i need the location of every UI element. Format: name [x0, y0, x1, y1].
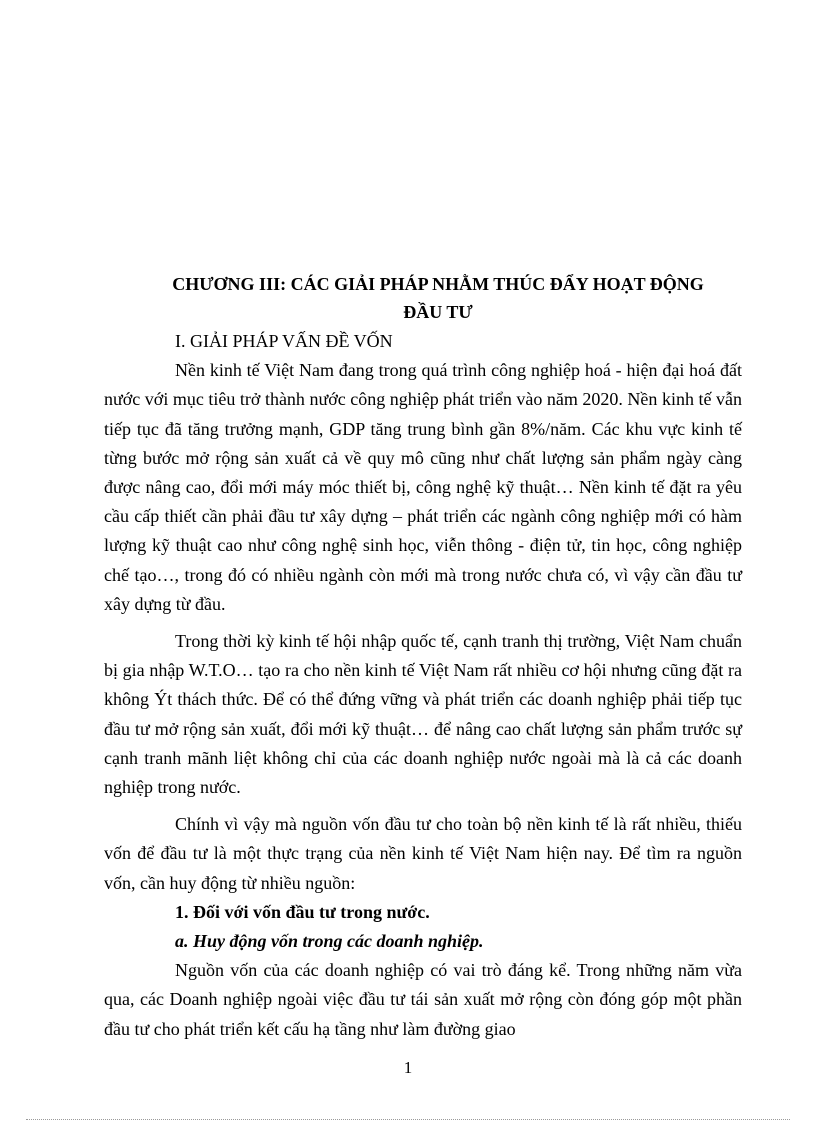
page-bottom-divider	[26, 1119, 790, 1120]
chapter-title-line-2: ĐẦU TƯ	[403, 302, 473, 322]
chapter-title	[100, 270, 776, 326]
chapter-title-line-1: CHƯƠNG III: CÁC GIẢI PHÁP NHẰM THÚC ĐẨY HOẠT ĐỘNG	[172, 274, 704, 294]
paragraph-1: Nền kinh tế Việt Nam đang trong quá trình công nghiệp hoá - hiện đại hoá đất nước với mục tiêu trở thành nước công nghiệp phát triển vào năm 2020. Nền kinh tế vẫn tiếp tục đã tăng trưởng mạnh, GDP tăng trung bình gần 8%/năm. Các khu vực kinh tế từng bước mở rộng sản xuất cả về quy mô cũng như chất lượng sản phẩm ngày càng được nâng cao, đổi mới máy móc thiết bị, công nghệ kỹ thuật… Nền kinh tế đặt ra yêu cầu cấp thiết cần phải đầu tư xây dựng – phát triển các ngành công nghiệp mới có hàm lượng kỹ thuật cao như công nghệ sinh học, viễn thông - điện tử, tin học, công nghiệp chế tạo…, trong đó có nhiều ngành còn mới mà trong nước chưa có, vì vậy cần đầu tư xây dựng từ đầu.	[104, 360, 742, 614]
paragraph-4: Nguồn vốn của các doanh nghiệp có vai trò đáng kể. Trong những năm vừa qua, các Doanh nghiệp ngoài việc đầu tư tái sản xuất mở rộng còn đóng góp một phần đầu tư cho phát triển kết cấu hạ tầng như làm đường giao	[104, 960, 742, 1039]
document-body	[104, 327, 742, 1044]
subsection-heading: 1. Đối với vốn đầu tư trong nước.	[175, 901, 430, 922]
subsubsection-heading: a. Huy động vốn trong các doanh nghiệp.	[175, 931, 484, 952]
paragraph-3: Chính vì vậy mà nguồn vốn đầu tư cho toàn bộ nền kinh tế là rất nhiều, thiếu vốn để đầu tư là một thực trạng của nền kinh tế Việt Nam hiện nay. Để tìm ra nguồn vốn, cần huy động từ nhiều nguồn:	[104, 814, 742, 893]
page-number: 1	[403, 1058, 413, 1077]
paragraph-2: Trong thời kỳ kinh tế hội nhập quốc tế, cạnh tranh thị trường, Việt Nam chuẩn bị gia nhập W.T.O… tạo ra cho nền kinh tế Việt Nam rất nhiều cơ hội nhưng cũng đặt ra không Ýt thách thức. Để có thể đứng vững và phát triển các doanh nghiệp phải tiếp tục đầu tư mở rộng sản xuất, đổi mới kỹ thuật… để nâng cao chất lượng sản phẩm trước sự cạnh tranh mãnh liệt không chỉ của các doanh nghiệp nước ngoài mà là cả các doanh nghiệp trong nước.	[104, 631, 742, 798]
section-heading: I. GIẢI PHÁP VẤN ĐỀ VỐN	[175, 331, 393, 351]
